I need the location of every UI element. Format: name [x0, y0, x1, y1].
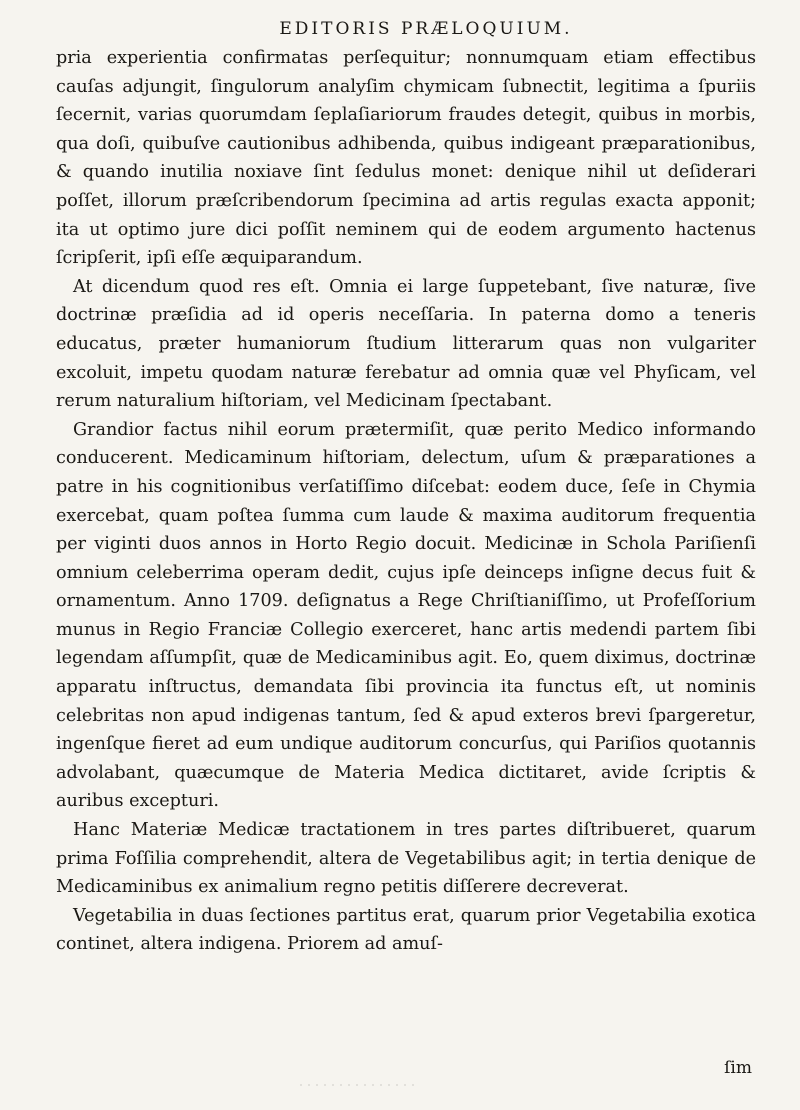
running-head: EDITORIS PRÆLOQUIUM.	[279, 19, 573, 39]
paragraph-4: Hanc Materiæ Medicæ tractationem in tres partes diſtribueret, quarum prima Foſſilia comprehendit, altera de Vegetabilibus agit; in tertia denique de Medicaminibus ex animalium regno petitis diſſerere decreverat.	[56, 820, 756, 898]
paragraph-2: At dicendum quod res eſt. Omnia ei large ſuppetebant, ſive naturæ, ſive doctrinæ præſidia ad id operis neceſſaria. In paterna domo a teneris educatus, præter humaniorum ſtudium litterarum quas non vulgariter excoluit, impetu quodam naturæ ferebatur ad omnia quæ vel Phyſicam, vel rerum naturalium hiſtoriam, vel Medicinam ſpectabant.	[56, 276, 756, 412]
book-page	[56, 14, 756, 1104]
paragraph-1: pria experientia confirmatas perſequitur; nonnumquam etiam effectibus cauſas adjungit, ſingulorum analyſim chymicam ſubnectit, legitima a ſpuriis ſecernit, varias quorumdam ſeplaſiariorum fraudes detegit, quibus in morbis, qua doſi, quibuſve cautionibus adhibenda, quibus indigeant præparationibus, & quando inutilia noxiave ſint ſedulus monet: denique nihil ut deſiderari poſſet, illorum præſcribendorum ſpecimina ad artis regulas exacta apponit; ita ut optimo jure dici poſſit neminem qui de eodem argumento hactenus ſcripſerit, ipſi eſſe æquiparandum.	[56, 48, 756, 269]
body-text	[56, 44, 756, 959]
paragraph-5: Vegetabilia in duas ſectiones partitus erat, quarum prior Vegetabilia exotica continet, altera indigena. Priorem ad amuſ-	[56, 905, 756, 955]
paragraph-3: Grandior factus nihil eorum prætermiſit, quæ perito Medico informando conducerent. Medicaminum hiſtoriam, delectum, uſum & præparationes a patre in his cognitionibus verſatiſſimo diſcebat: eodem duce, ſeſe in Chymia exercebat, quam poſtea ſumma cum laude & maxima auditorum frequentia per viginti duos annos in Horto Regio docuit. Medicinæ in Schola Pariſienſi omnium celeberrima operam dedit, cujus ipſe deinceps inſigne decus fuit & ornamentum. Anno 1709. deſignatus a Rege Chriſtianiſſimo, ut Profeſſorium munus in Regio Franciæ Collegio exerceret, hanc artis medendi partem ſibi legendam aſſumpſit, quæ de Medicaminibus agit. Eo, quem diximus, doctrinæ apparatu inſtructus, demandata ſibi provincia ita functus eſt, ut nominis celebritas non apud indigenas tantum, ſed & apud exteros brevi ſpargeretur, ingenſque fieret ad eum undique auditorum concurſus, qui Pariſios quotannis advolabant, quæcumque de Materia Medica dictitaret, avide ſcriptis & auribus excepturi.	[56, 419, 756, 812]
print-smudge	[300, 1082, 420, 1088]
catchword: ſim	[724, 1058, 752, 1078]
